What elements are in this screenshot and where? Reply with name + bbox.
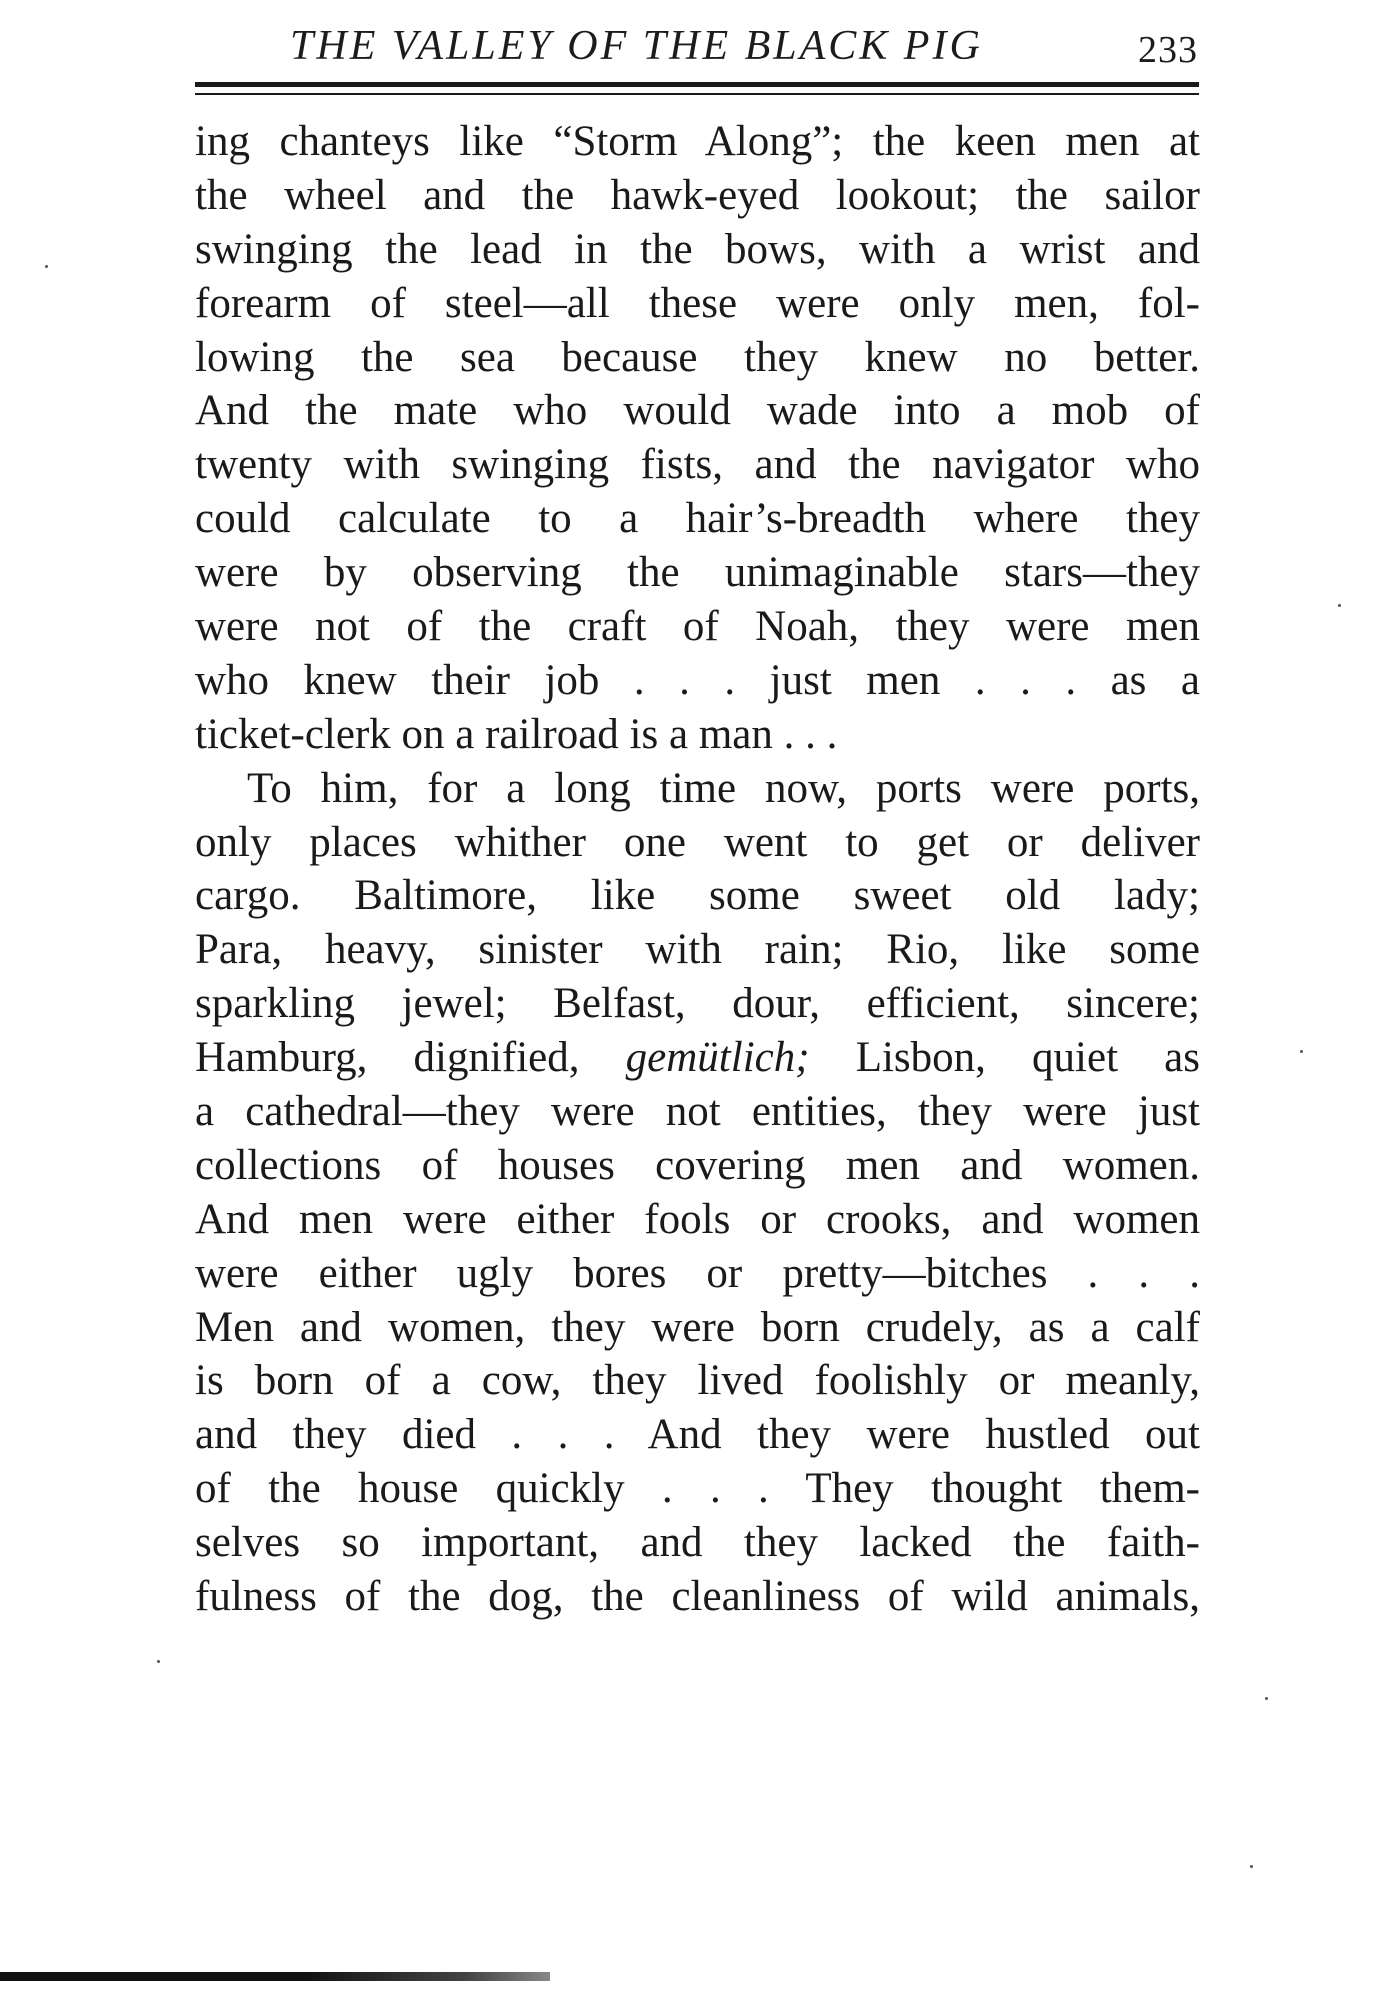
- scan-edge-bar: [0, 1972, 550, 1981]
- text-line: were by observing the unimaginable stars—they: [195, 549, 1200, 597]
- text-line: ing chanteys like “Storm Along”; the keen men at: [195, 118, 1200, 165]
- paper-speck: [1300, 1050, 1303, 1053]
- paper-speck: [1265, 1697, 1268, 1700]
- text-line-with-emphasis: [195, 1031, 1200, 1085]
- text-line: forearm of steel—all these were only men, fol-: [195, 279, 1200, 327]
- text-line: were not of the craft of Noah, they were men: [195, 603, 1200, 651]
- text-line: who knew their job . . . just men . . . as a: [195, 656, 1200, 704]
- text-line: and they died . . . And they were hustled out: [195, 1411, 1200, 1459]
- paper-speck: [157, 1660, 160, 1663]
- body-text: [195, 115, 1200, 1624]
- header-rule-thin: [195, 93, 1199, 95]
- paper-speck: [1250, 1865, 1253, 1868]
- text-line: twenty with swinging fists, and the navigator who: [195, 441, 1200, 489]
- text-line: fulness of the dog, the cleanliness of wild animals,: [195, 1573, 1200, 1621]
- line-segment: Lisbon, quiet as: [809, 1034, 1200, 1082]
- text-line: cargo. Baltimore, like some sweet old lady;: [195, 872, 1200, 920]
- text-line: selves so important, and they lacked the faith-: [195, 1519, 1200, 1567]
- running-title: THE VALLEY OF THE BLACK PIG: [290, 23, 983, 69]
- page-number: 233: [1138, 29, 1198, 71]
- text-line: Para, heavy, sinister with rain; Rio, like some: [195, 926, 1200, 974]
- italic-word: gemütlich;: [625, 1034, 810, 1082]
- paper-speck: [1338, 604, 1341, 607]
- running-head: [195, 18, 1200, 78]
- text-line: the wheel and the hawk-eyed lookout; the sailor: [195, 171, 1200, 219]
- text-line: of the house quickly . . . They thought them-: [195, 1465, 1200, 1513]
- header-rule-thick: [195, 82, 1199, 87]
- text-line: And the mate who would wade into a mob of: [195, 387, 1200, 435]
- text-line: a cathedral—they were not entities, they were just: [195, 1088, 1200, 1136]
- text-line: Men and women, they were born crudely, as a calf: [195, 1303, 1200, 1351]
- text-line: sparkling jewel; Belfast, dour, efficient, sincere;: [195, 980, 1200, 1028]
- text-line: lowing the sea because they knew no better.: [195, 333, 1200, 381]
- text-line: collections of houses covering men and women.: [195, 1141, 1200, 1189]
- paper-speck: [45, 265, 48, 268]
- text-line: is born of a cow, they lived foolishly or meanly,: [195, 1357, 1200, 1405]
- text-line: only places whither one went to get or deliver: [195, 818, 1200, 866]
- text-line: And men were either fools or crooks, and women: [195, 1195, 1200, 1243]
- text-line: ticket-clerk on a railroad is a man . . .: [195, 710, 838, 758]
- text-line: To him, for a long time now, ports were ports,: [247, 764, 1200, 812]
- line-segment: Hamburg, dignified,: [195, 1034, 626, 1082]
- text-line: could calculate to a hair’s-breadth where they: [195, 495, 1200, 543]
- text-line: were either ugly bores or pretty—bitches . . .: [195, 1249, 1200, 1297]
- text-line: swinging the lead in the bows, with a wrist and: [195, 225, 1200, 273]
